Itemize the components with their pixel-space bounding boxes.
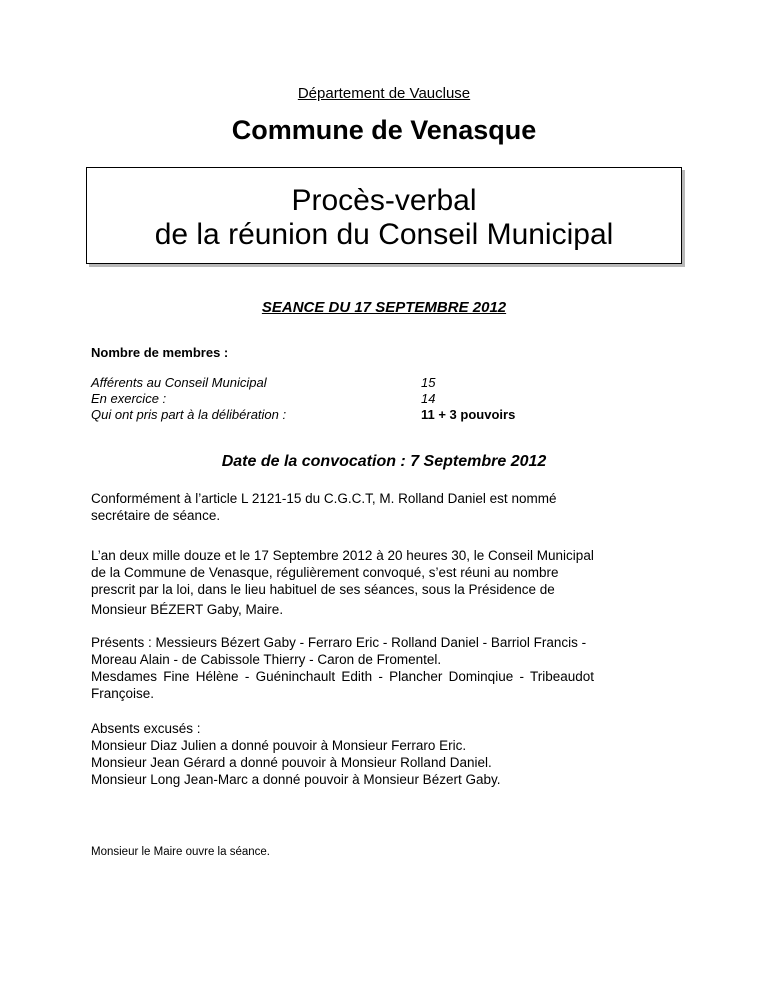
presents-line1: Présents : Messieurs Bézert Gaby - Ferraro Eric - Rolland Daniel - Barriol Francis - <box>91 635 587 650</box>
secretaire-line1: Conformément à l’article L 2121-15 du C.G.C.T, M. Rolland Daniel est nommé <box>91 491 557 506</box>
membres-value-afferents: 15 <box>421 375 436 390</box>
intro-line2: de la Commune de Venasque, régulièrement convoqué, s’est réuni au nombre <box>91 565 559 580</box>
ouverture-seance: Monsieur le Maire ouvre la séance. <box>91 846 270 858</box>
absents-line2: Monsieur Jean Gérard a donné pouvoir à Monsieur Rolland Daniel. <box>91 755 492 770</box>
absents-paragraph <box>91 720 679 788</box>
absents-line1: Monsieur Diaz Julien a donné pouvoir à Monsieur Ferraro Eric. <box>91 738 467 753</box>
intro-line1: L’an deux mille douze et le 17 Septembre 2012 à 20 heures 30, le Conseil Municipal <box>91 548 594 563</box>
membres-label-deliberation: Qui ont pris part à la délibération : <box>91 407 287 422</box>
membres-label-afferents: Afférents au Conseil Municipal <box>91 375 267 390</box>
secretaire-paragraph <box>91 490 679 524</box>
title-box <box>86 167 682 264</box>
title-box-line1: Procès-verbal <box>291 184 477 217</box>
seance-heading: SEANCE DU 17 SEPTEMBRE 2012 <box>261 299 507 316</box>
intro-line3: prescrit par la loi, dans le lieu habituel de ses séances, sous la Présidence de <box>91 582 555 597</box>
intro-paragraph <box>91 547 679 618</box>
intro-line4: Monsieur BÉZERT Gaby, Maire. <box>91 602 284 617</box>
presents-line4: Françoise. <box>91 686 155 701</box>
membres-label-exercice: En exercice : <box>91 391 167 406</box>
presents-paragraph <box>91 634 679 702</box>
membres-heading: Nombre de membres : <box>91 345 229 360</box>
membres-value-exercice: 14 <box>421 391 436 406</box>
convocation-date: Date de la convocation : 7 Septembre 2012 <box>221 453 547 470</box>
secretaire-line2: secrétaire de séance. <box>91 508 221 523</box>
presents-line2: Moreau Alain - de Cabissole Thierry - Caron de Fromentel. <box>91 652 442 667</box>
title-box-line2: de la réunion du Conseil Municipal <box>154 218 614 251</box>
absents-line3: Monsieur Long Jean-Marc a donné pouvoir à Monsieur Bézert Gaby. <box>91 772 501 787</box>
absents-heading: Absents excusés : <box>91 721 201 736</box>
department-heading: Département de Vaucluse <box>297 85 471 102</box>
presents-line3: Mesdames Fine Hélène - Guéninchault Edith - Plancher Dominqiue - Tribeaudot <box>91 669 594 684</box>
membres-value-deliberation: 11 + 3 pouvoirs <box>421 407 516 422</box>
commune-title: Commune de Venasque <box>231 115 537 145</box>
